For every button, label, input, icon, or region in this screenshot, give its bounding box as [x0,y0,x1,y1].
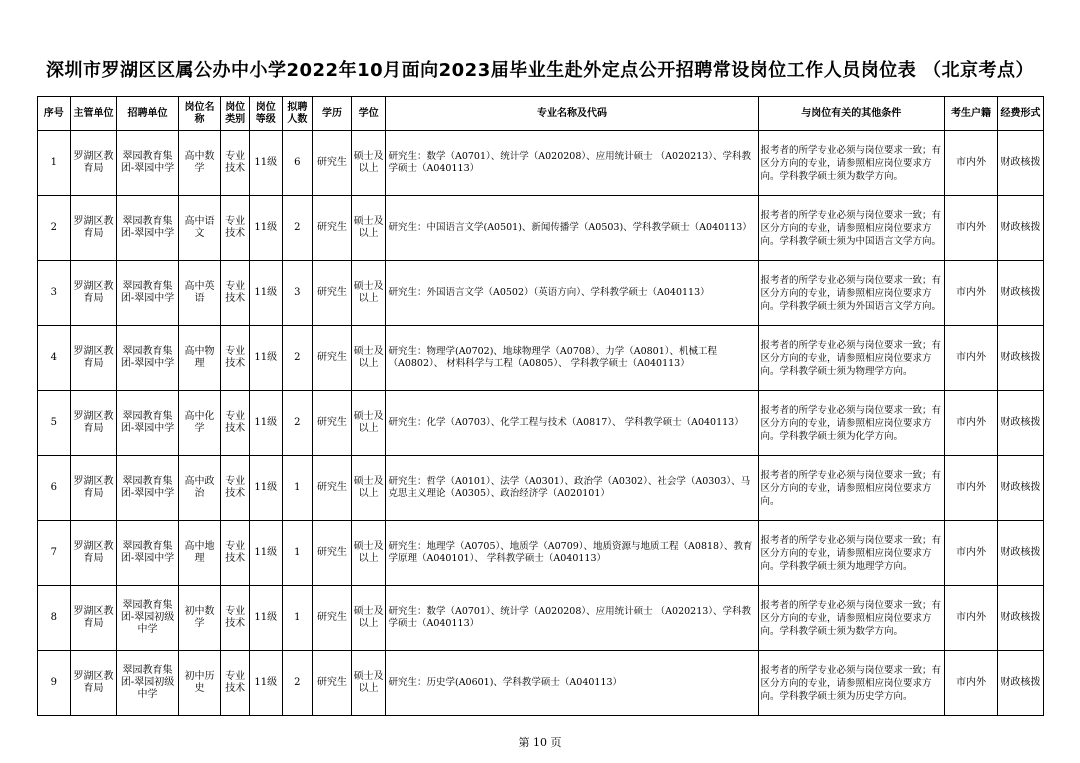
cell-education: 研究生 [313,196,352,261]
cell-no: 2 [38,196,71,261]
cell-residence: 市内外 [945,196,998,261]
cell-no: 5 [38,391,71,456]
cell-dept: 罗湖区教育局 [70,131,117,196]
cell-level: 11级 [249,131,282,196]
cell-post: 高中英语 [178,261,221,326]
cell-education: 研究生 [313,521,352,586]
cell-residence: 市内外 [945,586,998,651]
cell-category: 专业技术 [221,651,250,716]
cell-residence: 市内外 [945,261,998,326]
cell-dept: 罗湖区教育局 [70,391,117,456]
cell-count: 2 [282,196,313,261]
cell-degree: 硕士及以上 [351,131,386,196]
cell-level: 11级 [249,586,282,651]
cell-post: 高中物理 [178,326,221,391]
cell-dept: 罗湖区教育局 [70,651,117,716]
cell-residence: 市内外 [945,651,998,716]
table-row [38,521,1044,586]
header-unit: 招聘单位 [117,97,178,131]
cell-education: 研究生 [313,586,352,651]
cell-conditions: 报考者的所学专业必须与岗位要求一致；有区分方向的专业，请参照相应岗位要求方向。学科教学硕士须为物理学方向。 [758,326,945,391]
header-residence: 考生户籍 [945,97,998,131]
cell-post: 初中数学 [178,586,221,651]
cell-education: 研究生 [313,131,352,196]
cell-funding: 财政核拨 [998,586,1044,651]
page-title: 深圳市罗湖区区属公办中小学2022年10月面向2023届毕业生赴外定点公开招聘常设岗位工作人员岗位表 （北京考点） [45,60,1034,81]
header-degree: 学位 [351,97,386,131]
cell-degree: 硕士及以上 [351,261,386,326]
table-row [38,651,1044,716]
cell-count: 2 [282,326,313,391]
cell-major: 研究生：历史学(A0601)、学科教学硕士（A040113） [386,651,758,716]
cell-conditions: 报考者的所学专业必须与岗位要求一致；有区分方向的专业，请参照相应岗位要求方向。学科教学硕士须为数学方向。 [758,131,945,196]
header-level: 岗位等级 [249,97,282,131]
cell-count: 1 [282,586,313,651]
cell-degree: 硕士及以上 [351,326,386,391]
cell-conditions: 报考者的所学专业必须与岗位要求一致；有区分方向的专业，请参照相应岗位要求方向。学科教学硕士须为地理学方向。 [758,521,945,586]
cell-major: 研究生：化学（A0703）、化学工程与技术（A0817）、 学科教学硕士（A040113） [386,391,758,456]
cell-count: 6 [282,131,313,196]
cell-major: 研究生：外国语言文学（A0502）（英语方向）、学科教学硕士（A040113） [386,261,758,326]
cell-education: 研究生 [313,651,352,716]
cell-post: 高中数学 [178,131,221,196]
cell-level: 11级 [249,261,282,326]
header-dept: 主管单位 [70,97,117,131]
cell-education: 研究生 [313,261,352,326]
cell-count: 1 [282,456,313,521]
cell-residence: 市内外 [945,391,998,456]
cell-no: 9 [38,651,71,716]
cell-degree: 硕士及以上 [351,651,386,716]
cell-major: 研究生：哲学（A0101）、法学（A0301）、政治学（A0302）、社会学（A0303）、马克思主义理论（A0305）、政治经济学（A020101） [386,456,758,521]
cell-post: 高中政治 [178,456,221,521]
cell-education: 研究生 [313,326,352,391]
cell-category: 专业技术 [221,196,250,261]
header-conditions: 与岗位有关的其他条件 [758,97,945,131]
cell-unit: 翠园教育集团-翠园中学 [117,456,178,521]
cell-education: 研究生 [313,456,352,521]
header-funding: 经费形式 [998,97,1044,131]
header-education: 学历 [313,97,352,131]
cell-no: 3 [38,261,71,326]
cell-post: 高中语文 [178,196,221,261]
cell-funding: 财政核拨 [998,521,1044,586]
table-row [38,586,1044,651]
header-post: 岗位名称 [178,97,221,131]
table-body [38,131,1044,716]
cell-degree: 硕士及以上 [351,196,386,261]
cell-level: 11级 [249,456,282,521]
cell-category: 专业技术 [221,391,250,456]
cell-education: 研究生 [313,391,352,456]
page-number: 第 10 页 [518,736,562,749]
cell-category: 专业技术 [221,456,250,521]
cell-category: 专业技术 [221,586,250,651]
cell-dept: 罗湖区教育局 [70,456,117,521]
cell-residence: 市内外 [945,326,998,391]
cell-degree: 硕士及以上 [351,521,386,586]
table-row [38,456,1044,521]
cell-unit: 翠园教育集团-翠园中学 [117,261,178,326]
cell-degree: 硕士及以上 [351,586,386,651]
cell-count: 2 [282,651,313,716]
cell-conditions: 报考者的所学专业必须与岗位要求一致；有区分方向的专业，请参照相应岗位要求方向。学科教学硕士须为中国语言文学方向。 [758,196,945,261]
cell-conditions: 报考者的所学专业必须与岗位要求一致；有区分方向的专业，请参照相应岗位要求方向。学科教学硕士须为数学方向。 [758,586,945,651]
cell-level: 11级 [249,326,282,391]
cell-no: 1 [38,131,71,196]
header-major: 专业名称及代码 [386,97,758,131]
positions-table [37,96,1044,716]
cell-funding: 财政核拨 [998,196,1044,261]
cell-unit: 翠园教育集团-翠园中学 [117,391,178,456]
cell-post: 初中历史 [178,651,221,716]
cell-level: 11级 [249,521,282,586]
cell-residence: 市内外 [945,131,998,196]
cell-dept: 罗湖区教育局 [70,261,117,326]
cell-unit: 翠园教育集团-翠园中学 [117,521,178,586]
cell-conditions: 报考者的所学专业必须与岗位要求一致；有区分方向的专业，请参照相应岗位要求方向。学科教学硕士须为化学方向。 [758,391,945,456]
table-row [38,391,1044,456]
cell-major: 研究生：数学（A0701）、统计学（A020208）、应用统计硕士 （A020213）、学科教学硕士（A040113） [386,586,758,651]
cell-no: 6 [38,456,71,521]
header-no: 序号 [38,97,71,131]
cell-residence: 市内外 [945,456,998,521]
cell-degree: 硕士及以上 [351,456,386,521]
cell-funding: 财政核拨 [998,391,1044,456]
header-row [38,97,1044,131]
cell-category: 专业技术 [221,521,250,586]
cell-no: 8 [38,586,71,651]
cell-count: 3 [282,261,313,326]
cell-post: 高中地理 [178,521,221,586]
cell-major: 研究生：数学（A0701）、统计学（A020208）、应用统计硕士 （A020213）、学科教学硕士（A040113） [386,131,758,196]
cell-dept: 罗湖区教育局 [70,196,117,261]
cell-unit: 翠园教育集团-翠园中学 [117,196,178,261]
cell-category: 专业技术 [221,261,250,326]
cell-conditions: 报考者的所学专业必须与岗位要求一致；有区分方向的专业，请参照相应岗位要求方向。学科教学硕士须为外国语言文学方向。 [758,261,945,326]
cell-no: 4 [38,326,71,391]
cell-dept: 罗湖区教育局 [70,326,117,391]
table-row [38,196,1044,261]
cell-funding: 财政核拨 [998,651,1044,716]
cell-unit: 翠园教育集团-翠园中学 [117,131,178,196]
cell-post: 高中化学 [178,391,221,456]
cell-funding: 财政核拨 [998,326,1044,391]
cell-unit: 翠园教育集团-翠园初级中学 [117,586,178,651]
cell-degree: 硕士及以上 [351,391,386,456]
cell-category: 专业技术 [221,131,250,196]
cell-major: 研究生：地理学（A0705）、地质学（A0709）、地质资源与地质工程（A0818）、教育学原理（A040101）、 学科教学硕士（A040113） [386,521,758,586]
cell-level: 11级 [249,196,282,261]
cell-count: 2 [282,391,313,456]
header-count: 拟聘人数 [282,97,313,131]
cell-unit: 翠园教育集团-翠园初级中学 [117,651,178,716]
cell-level: 11级 [249,391,282,456]
cell-funding: 财政核拨 [998,131,1044,196]
cell-residence: 市内外 [945,521,998,586]
cell-funding: 财政核拨 [998,456,1044,521]
cell-category: 专业技术 [221,326,250,391]
table-row [38,326,1044,391]
cell-major: 研究生：物理学(A0702)、地球物理学（A0708）、力学（A0801）、机械工程（A0802）、 材料科学与工程（A0805）、 学科教学硕士（A040113） [386,326,758,391]
cell-dept: 罗湖区教育局 [70,521,117,586]
header-category: 岗位类别 [221,97,250,131]
cell-count: 1 [282,521,313,586]
cell-no: 7 [38,521,71,586]
cell-level: 11级 [249,651,282,716]
cell-major: 研究生：中国语言文学(A0501)、新闻传播学（A0503)、学科教学硕士（A040113） [386,196,758,261]
table-row [38,261,1044,326]
cell-funding: 财政核拨 [998,261,1044,326]
cell-conditions: 报考者的所学专业必须与岗位要求一致；有区分方向的专业，请参照相应岗位要求方向。 [758,456,945,521]
cell-unit: 翠园教育集团-翠园中学 [117,326,178,391]
table-row [38,131,1044,196]
cell-dept: 罗湖区教育局 [70,586,117,651]
cell-conditions: 报考者的所学专业必须与岗位要求一致；有区分方向的专业，请参照相应岗位要求方向。学科教学硕士须为历史学方向。 [758,651,945,716]
